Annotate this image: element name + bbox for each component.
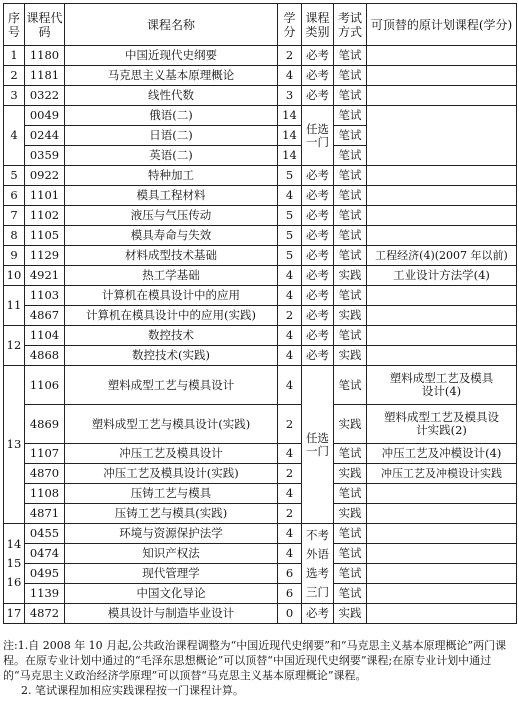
table-row — [4, 306, 517, 326]
cell-name: 压铸工艺与模具 — [65, 484, 278, 504]
cell-alt — [367, 564, 517, 584]
cell-exam: 实践 — [334, 504, 367, 524]
cell-seq-group — [4, 524, 25, 604]
cell-alt — [367, 106, 517, 166]
cell-credit: 3 — [278, 86, 302, 106]
cell-name: 冲压工艺及模具设计(实践) — [65, 464, 278, 484]
cell-seq: 14 — [6, 537, 22, 551]
table-row — [4, 504, 517, 524]
cell-seq: 15 — [6, 556, 22, 570]
cell-exam: 实践 — [334, 306, 367, 326]
cell-credit: 14 — [278, 106, 302, 126]
table-row — [4, 484, 517, 504]
cell-alt — [367, 86, 517, 106]
cell-name: 热工学基础 — [65, 266, 278, 286]
cell-name: 计算机在模具设计中的应用(实践) — [65, 306, 278, 326]
cell-seq: 2 — [4, 66, 25, 86]
header-row — [4, 4, 517, 46]
cell-seq: 6 — [4, 186, 25, 206]
note-1 — [3, 638, 515, 683]
cell-name: 计算机在模具设计中的应用 — [65, 286, 278, 306]
cell-name: 俄语(二) — [65, 106, 278, 126]
table-row — [4, 564, 517, 584]
cell-exam: 笔试 — [334, 544, 367, 564]
cell-exam: 实践 — [334, 464, 367, 484]
cell-type: 必考 — [302, 346, 334, 366]
cell-name: 数控技术 — [65, 326, 278, 346]
cell-alt — [367, 346, 517, 366]
cell-exam: 笔试 — [334, 186, 367, 206]
cell-code: 4868 — [25, 346, 65, 366]
cell-code: 1104 — [25, 326, 65, 346]
cell-exam: 笔试 — [334, 166, 367, 186]
cell-alt — [367, 604, 517, 624]
cell-exam: 实践 — [334, 346, 367, 366]
table-row — [4, 444, 517, 464]
cell-name: 马克思主义基本原理概论 — [65, 66, 278, 86]
cell-alt — [367, 206, 517, 226]
cell-credit: 14 — [278, 126, 302, 146]
table-row — [4, 286, 517, 306]
cell-credit: 2 — [278, 306, 302, 326]
cell-code: 4872 — [25, 604, 65, 624]
cell-code: 1181 — [25, 66, 65, 86]
cell-name: 现代管理学 — [65, 564, 278, 584]
cell-seq: 4 — [4, 106, 25, 166]
table-row — [4, 584, 517, 604]
cell-type: 任选一门 — [302, 106, 334, 166]
table-row — [4, 326, 517, 346]
cell-name: 模具工程材料 — [65, 186, 278, 206]
table-row — [4, 366, 517, 405]
cell-code: 1103 — [25, 286, 65, 306]
cell-alt — [367, 226, 517, 246]
cell-credit: 6 — [278, 564, 302, 584]
cell-type: 必考 — [302, 326, 334, 346]
cell-code: 1106 — [25, 366, 65, 405]
cell-alt — [367, 186, 517, 206]
cell-name: 线性代数 — [65, 86, 278, 106]
cell-seq: 11 — [4, 286, 25, 326]
cell-seq: 13 — [4, 366, 25, 524]
cell-alt — [367, 326, 517, 346]
cell-credit: 5 — [278, 206, 302, 226]
cell-credit: 0 — [278, 604, 302, 624]
cell-exam: 笔试 — [334, 106, 367, 126]
cell-alt — [367, 306, 517, 326]
cell-seq: 17 — [4, 604, 25, 624]
cell-name: 材料成型技术基础 — [65, 246, 278, 266]
cell-alt — [367, 584, 517, 604]
table-row — [4, 226, 517, 246]
cell-code: 1101 — [25, 186, 65, 206]
cell-code: 4870 — [25, 464, 65, 484]
table-row — [4, 604, 517, 624]
cell-seq: 10 — [4, 266, 25, 286]
cell-exam: 实践 — [334, 266, 367, 286]
cell-type: 必考 — [302, 46, 334, 66]
cell-code: 4869 — [25, 405, 65, 444]
cell-type: 必考 — [302, 246, 334, 266]
cell-seq: 1 — [4, 46, 25, 66]
cell-name: 英语(二) — [65, 146, 278, 166]
table-row — [4, 86, 517, 106]
cell-type: 必考 — [302, 266, 334, 286]
course-table — [3, 3, 517, 624]
cell-type: 必考 — [302, 206, 334, 226]
cell-alt — [367, 166, 517, 186]
cell-code: 1107 — [25, 444, 65, 464]
cell-code: 1105 — [25, 226, 65, 246]
cell-exam: 实践 — [334, 405, 367, 444]
cell-name: 冲压工艺及模具设计 — [65, 444, 278, 464]
cell-code: 0322 — [25, 86, 65, 106]
cell-credit: 4 — [278, 544, 302, 564]
cell-exam: 笔试 — [334, 564, 367, 584]
header-code: 课程代码 — [25, 4, 65, 46]
table-row — [4, 246, 517, 266]
cell-name: 数控技术(实践) — [65, 346, 278, 366]
table-row — [4, 206, 517, 226]
cell-credit: 14 — [278, 146, 302, 166]
cell-exam: 笔试 — [334, 484, 367, 504]
cell-exam: 笔试 — [334, 226, 367, 246]
cell-credit: 5 — [278, 166, 302, 186]
cell-seq: 16 — [6, 575, 22, 589]
cell-name: 塑料成型工艺与模具设计(实践) — [65, 405, 278, 444]
cell-alt — [367, 484, 517, 504]
cell-exam: 笔试 — [334, 146, 367, 166]
cell-credit: 4 — [278, 186, 302, 206]
cell-code: 0359 — [25, 146, 65, 166]
cell-code: 1102 — [25, 206, 65, 226]
cell-name: 模具设计与制造毕业设计 — [65, 604, 278, 624]
cell-type: 必考 — [302, 604, 334, 624]
cell-credit: 4 — [278, 326, 302, 346]
cell-alt: 工业设计方法学(4) — [367, 266, 517, 286]
cell-credit: 6 — [278, 584, 302, 604]
cell-name: 模具寿命与失效 — [65, 226, 278, 246]
cell-seq: 5 — [4, 166, 25, 186]
cell-alt — [367, 504, 517, 524]
cell-type: 必考 — [302, 286, 334, 306]
cell-alt — [367, 544, 517, 564]
cell-code: 4871 — [25, 504, 65, 524]
cell-name: 环境与资源保护法学 — [65, 524, 278, 544]
table-row — [4, 524, 517, 544]
cell-code: 0244 — [25, 126, 65, 146]
note-1-text: 自 2008 年 10 月起,公共政治课程调整为“中国近现代史纲要”和“马克思主义基本原理概论”两门课程。在原专业计划中通过的“毛泽东思想概论”可以顶替“中国近现代史纲要”课程;在原专业计划中通过的“马克思主义政治经济学原理”可以顶替“马克思主义基本原理概论”课程。 — [3, 639, 507, 682]
cell-alt: 工程经济(4)(2007 年以前) — [367, 246, 517, 266]
cell-credit: 5 — [278, 226, 302, 246]
cell-alt — [367, 46, 517, 66]
cell-type: 必考 — [302, 166, 334, 186]
table-row — [4, 66, 517, 86]
cell-code: 0474 — [25, 544, 65, 564]
cell-alt: 塑料成型工艺及模具设计实践(2) — [367, 405, 517, 444]
cell-alt — [367, 66, 517, 86]
cell-exam: 笔试 — [334, 66, 367, 86]
cell-credit: 4 — [278, 524, 302, 544]
cell-type: 必考 — [302, 306, 334, 326]
cell-name: 特种加工 — [65, 166, 278, 186]
cell-credit: 4 — [278, 346, 302, 366]
cell-name: 压铸工艺与模具(实践) — [65, 504, 278, 524]
note-1-label: 注:1. — [3, 639, 29, 652]
cell-exam: 笔试 — [334, 326, 367, 346]
header-type: 课程类别 — [302, 4, 334, 46]
cell-name: 液压与气压传动 — [65, 206, 278, 226]
header-alt: 可顶替的原计划课程(学分) — [367, 4, 517, 46]
cell-credit: 4 — [278, 484, 302, 504]
cell-name: 日语(二) — [65, 126, 278, 146]
cell-exam: 笔试 — [334, 46, 367, 66]
header-credit: 学分 — [278, 4, 302, 46]
cell-seq: 9 — [4, 246, 25, 266]
course-table-wrapper — [3, 3, 517, 624]
cell-seq: 3 — [4, 86, 25, 106]
cell-exam: 笔试 — [334, 286, 367, 306]
table-row — [4, 186, 517, 206]
cell-type: 必考 — [302, 66, 334, 86]
cell-exam: 笔试 — [334, 86, 367, 106]
cell-type: 必考 — [302, 86, 334, 106]
cell-type: 必考 — [302, 186, 334, 206]
cell-exam: 笔试 — [334, 444, 367, 464]
cell-alt: 塑料成型工艺及模具设计(4) — [367, 366, 517, 405]
cell-name: 中国近现代史纲要 — [65, 46, 278, 66]
cell-code: 0455 — [25, 524, 65, 544]
note-2: 2. 笔试课程加相应实践课程按一门课程计算。 — [21, 684, 244, 697]
header-exam: 考试方式 — [334, 4, 367, 46]
cell-code: 4867 — [25, 306, 65, 326]
cell-exam: 笔试 — [334, 524, 367, 544]
cell-exam: 笔试 — [334, 126, 367, 146]
cell-alt: 冲压工艺及冲模设计(4) — [367, 444, 517, 464]
cell-seq: 8 — [4, 226, 25, 246]
cell-exam: 笔试 — [334, 206, 367, 226]
notes — [3, 638, 515, 698]
cell-exam: 实践 — [334, 604, 367, 624]
cell-exam: 笔试 — [334, 246, 367, 266]
cell-code: 1129 — [25, 246, 65, 266]
table-row — [4, 106, 517, 126]
cell-code: 0495 — [25, 564, 65, 584]
table-row — [4, 346, 517, 366]
cell-alt: 冲压工艺及冲模设计实践 — [367, 464, 517, 484]
cell-credit: 2 — [278, 504, 302, 524]
cell-code: 4921 — [25, 266, 65, 286]
cell-credit: 4 — [278, 366, 302, 405]
header-seq: 序号 — [4, 4, 25, 46]
table-row — [4, 266, 517, 286]
cell-name: 塑料成型工艺与模具设计 — [65, 366, 278, 405]
cell-code: 0922 — [25, 166, 65, 186]
cell-credit: 4 — [278, 286, 302, 306]
cell-type: 任选一门 — [302, 366, 334, 524]
cell-credit: 2 — [278, 46, 302, 66]
cell-name: 知识产权法 — [65, 544, 278, 564]
table-row — [4, 464, 517, 484]
cell-exam: 笔试 — [334, 584, 367, 604]
cell-credit: 2 — [278, 464, 302, 484]
table-row — [4, 46, 517, 66]
table-row — [4, 544, 517, 564]
cell-credit: 4 — [278, 266, 302, 286]
cell-name: 中国文化导论 — [65, 584, 278, 604]
cell-code: 1108 — [25, 484, 65, 504]
cell-alt — [367, 286, 517, 306]
cell-code: 1139 — [25, 584, 65, 604]
cell-seq: 7 — [4, 206, 25, 226]
cell-code: 1180 — [25, 46, 65, 66]
table-row — [4, 405, 517, 444]
cell-type: 不考外语选考三门 — [302, 524, 334, 604]
table-row — [4, 166, 517, 186]
cell-credit: 4 — [278, 66, 302, 86]
cell-credit: 4 — [278, 444, 302, 464]
header-name: 课程名称 — [65, 4, 278, 46]
cell-type: 必考 — [302, 226, 334, 246]
cell-alt — [367, 524, 517, 544]
cell-code: 0049 — [25, 106, 65, 126]
cell-credit: 5 — [278, 246, 302, 266]
cell-credit: 2 — [278, 405, 302, 444]
cell-seq: 12 — [4, 326, 25, 366]
cell-exam: 笔试 — [334, 366, 367, 405]
